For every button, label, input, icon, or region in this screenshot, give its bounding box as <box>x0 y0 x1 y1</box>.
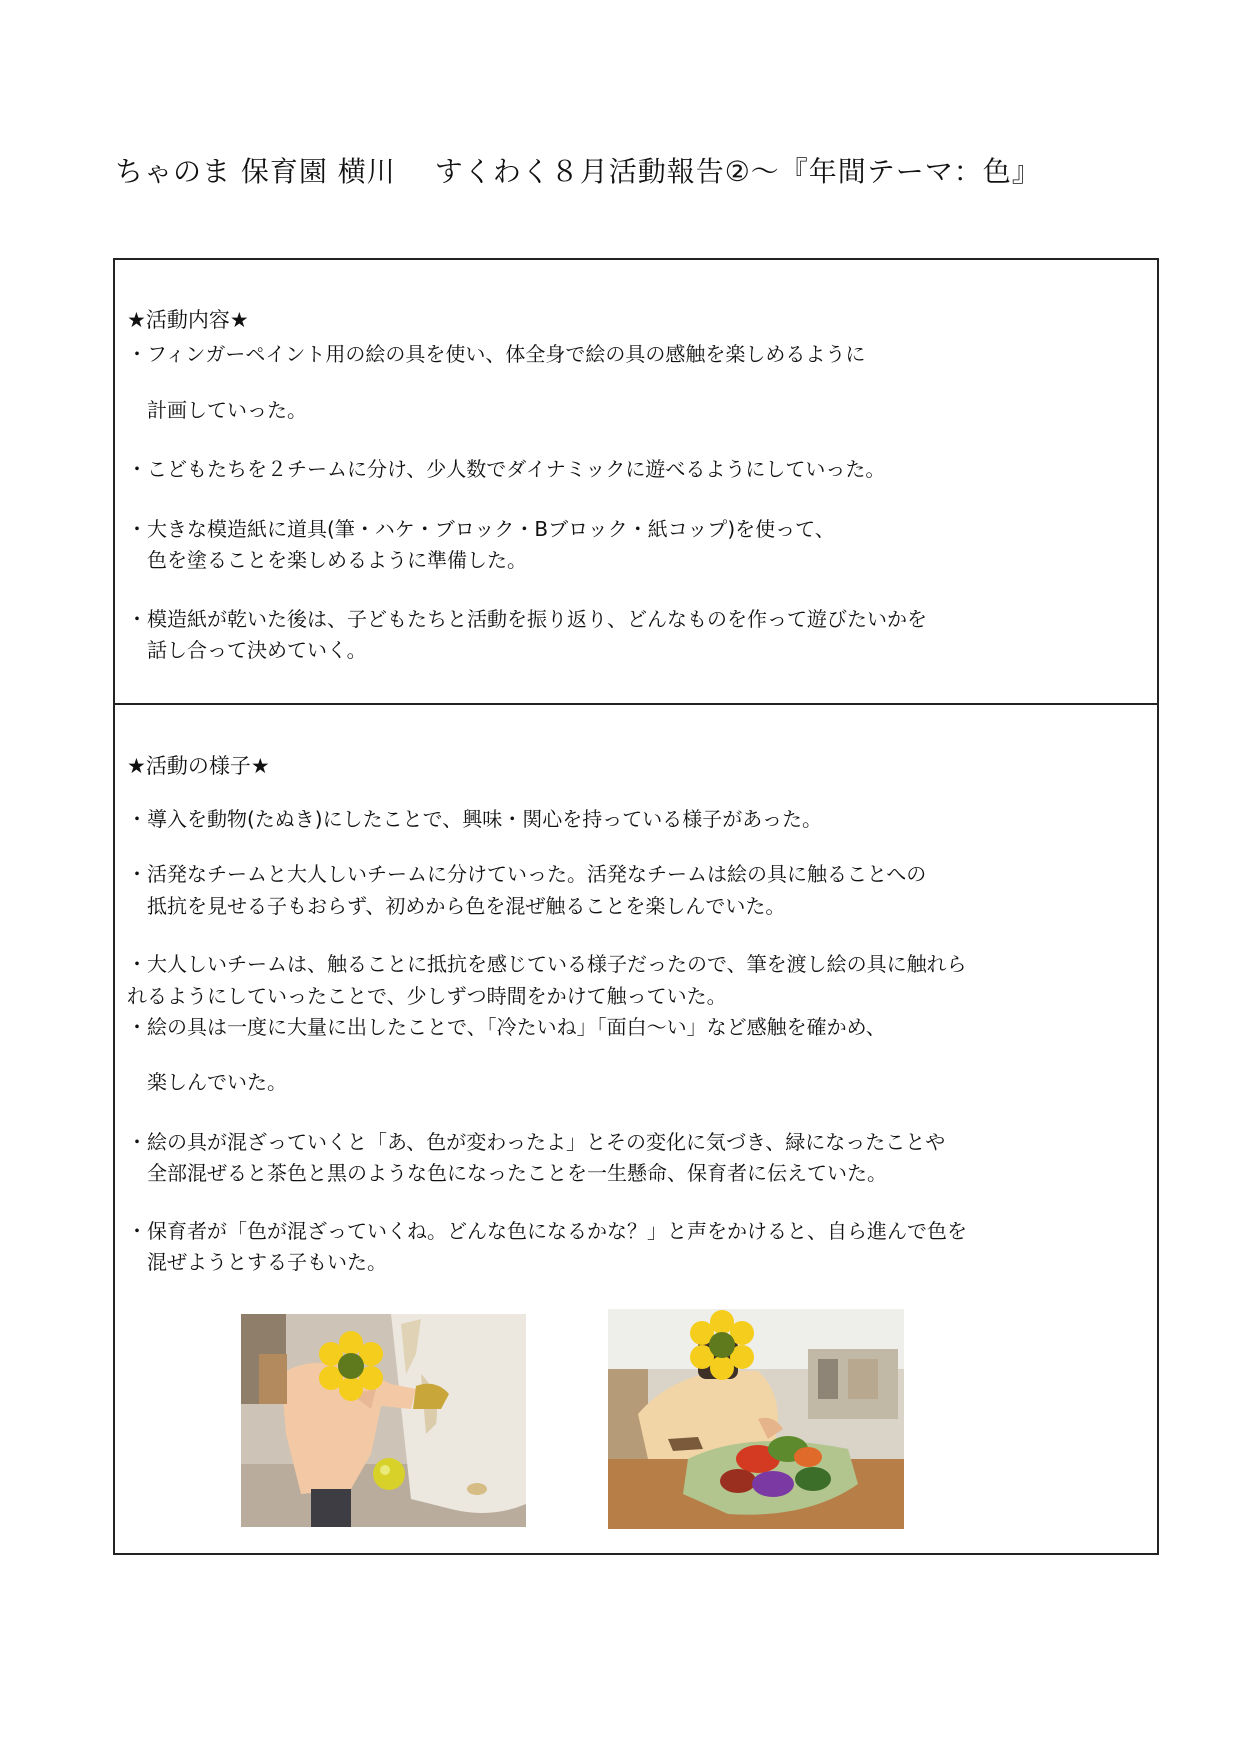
photo-child-painted-blocks <box>608 1309 904 1529</box>
activity-scene-line: れるようにしていったことで、少しずつ時間をかけて触っていた。 <box>127 984 727 1008</box>
activity-content-line: 話し合って決めていく。 <box>127 638 367 662</box>
activity-content-line: 計画していった。 <box>127 398 307 422</box>
activity-content-line: ・こどもたちを２チームに分け、少人数でダイナミックに遊べるようにしていった。 <box>127 457 886 481</box>
activity-scene-line: ・保育者が「色が混ざっていくね。どんな色になるかな？」と声をかけると、自ら進んで色を <box>127 1219 967 1243</box>
activity-content-line: 色を塗ることを楽しめるように準備した。 <box>127 548 527 572</box>
activity-scene-line: 抵抗を見せる子もおらず、初めから色を混ぜ触ることを楽しんでいた。 <box>127 894 786 918</box>
activity-scene-line: 全部混ぜると茶色と黒のような色になったことを一生懸命、保育者に伝えていた。 <box>127 1161 887 1185</box>
activity-scene-line: ・導入を動物(たぬき)にしたことで、興味・関心を持っている様子があった。 <box>127 807 823 831</box>
activity-scene-line: ・絵の具が混ざっていくと「あ、色が変わったよ」とその変化に気づき、緑になったことや <box>127 1130 946 1154</box>
activity-scene-line: 楽しんでいた。 <box>127 1070 287 1094</box>
activity-scene-line: 混ぜようとする子もいた。 <box>127 1250 387 1274</box>
photo-child-painting-wall <box>241 1314 526 1527</box>
activity-scene-line: ・活発なチームと大人しいチームに分けていった。活発なチームは絵の具に触ることへの <box>127 862 927 886</box>
activity-scene-line: ・大人しいチームは、触ることに抵抗を感じている様子だったので、筆を渡し絵の具に触れら <box>127 952 967 976</box>
activity-content-line: ・フィンガーペイント用の絵の具を使い、体全身で絵の具の感触を楽しめるように <box>127 342 866 366</box>
sunflower-face-cover-icon <box>686 1309 758 1381</box>
activity-content-line: ・模造紙が乾いた後は、子どもたちと活動を振り返り、どんなものを作って遊びたいかを <box>127 607 927 631</box>
section-heading-activity-content: ★活動内容★ <box>127 308 249 332</box>
report-frame <box>113 258 1159 1555</box>
section-divider <box>115 703 1157 705</box>
activity-scene-line: ・絵の具は一度に大量に出したことで、「冷たいね」「面白～い」など感触を確かめ、 <box>127 1015 886 1039</box>
activity-content-line: ・大きな模造紙に道具(筆・ハケ・ブロック・Bブロック・紙コップ)を使って、 <box>127 517 835 541</box>
sunflower-face-cover-icon <box>315 1330 387 1402</box>
page-title: ちゃのま 保育園 横川 すくわく８月活動報告②～『年間テーマ：色』 <box>115 155 1041 188</box>
section-heading-activity-scene: ★活動の様子★ <box>127 754 270 778</box>
